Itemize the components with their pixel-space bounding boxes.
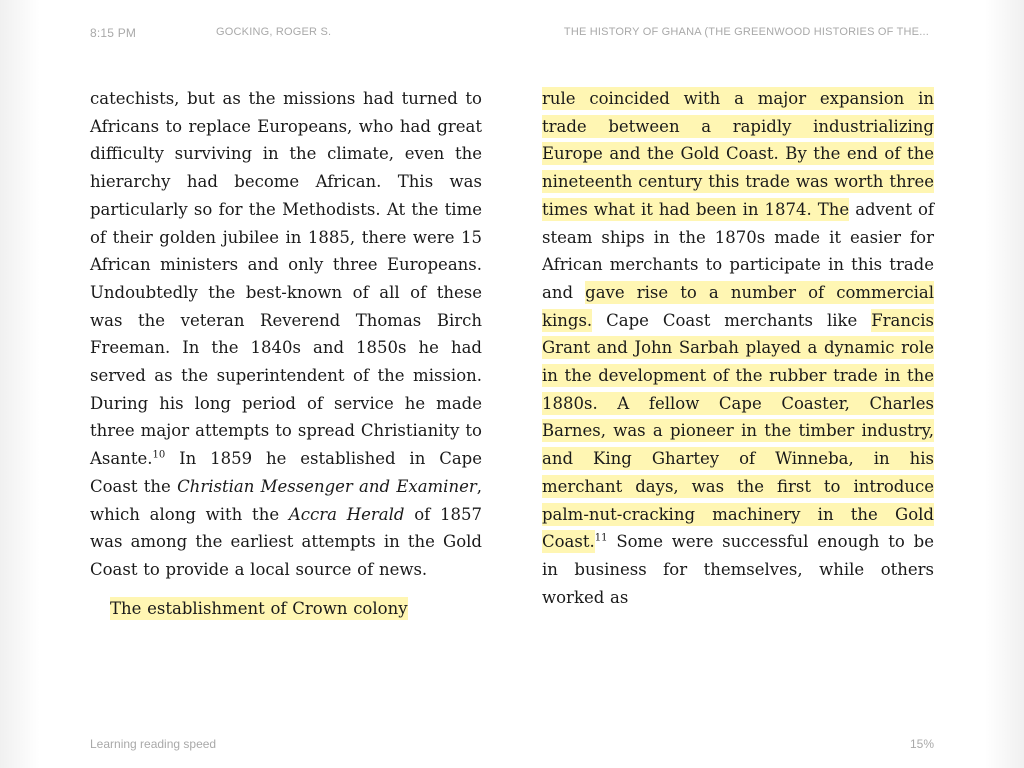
publication-title: Christian Messenger and Examiner xyxy=(177,476,477,496)
reading-progress: 15% xyxy=(909,737,934,751)
book-author: GOCKING, ROGER S. xyxy=(216,26,332,38)
paragraph-text: Some were successful enough to be in business for themselves, while others worked as xyxy=(542,532,934,607)
paragraph xyxy=(90,595,482,623)
paragraph-text: In 1859 he established in Cape Coast the xyxy=(90,449,482,496)
publication-title: Accra Herald xyxy=(288,504,405,524)
reader-footer xyxy=(0,737,1024,753)
paragraph xyxy=(90,85,482,584)
paragraph-text: catechists, but as the missions had turned to Africans to replace Europeans, who had great difficulty surviving in the climate, even the hierarchy had become African. This was particularly so for the Methodists. At the time of their golden jubilee in 1885, there were 15 African ministers and only three Europeans. Undoubtedly the best-known of all of these was the veteran Reverend Thomas Birch Freeman. In the 1840s and 1850s he had served as the superintendent of the mission. During his long period of service he made three major attempts to spread Christianity to Asante. xyxy=(90,89,482,469)
right-page-text[interactable] xyxy=(542,85,934,611)
paragraph xyxy=(542,85,934,611)
highlight[interactable]: gave rise to a number of commercial kings. xyxy=(542,282,934,330)
highlight[interactable]: The establishment of Crown colony xyxy=(110,598,408,618)
book-title: THE HISTORY OF GHANA (THE GREENWOOD HISTORIES OF THE... xyxy=(563,26,929,38)
highlight[interactable]: Francis Grant and John Sarbah played a dynamic role in the development of the rubber trade in the 1880s. A fellow Cape Coaster, Charles Barnes, was a pioneer in the timber industry, and King Ghartey of Winneba, in his merchant days, was the first to introduce palm-nut-cracking machinery in the Gold Coast. xyxy=(542,310,934,552)
footnote-ref-10[interactable]: 10 xyxy=(152,449,166,461)
reader-header xyxy=(0,26,1024,42)
page-edge-shadow-left xyxy=(0,0,40,768)
page-edge-shadow-right xyxy=(984,0,1024,768)
paragraph-text: Cape Coast merchants like xyxy=(592,310,872,330)
highlight[interactable]: rule coincided with a major expansion in trade between a rapidly industrializing Europe and the Gold Coast. By the end of the nineteenth century this trade was worth three times what it had been in 1874. The xyxy=(542,89,934,219)
paragraph-text: , which along with the xyxy=(90,476,482,524)
paragraph-text: of 1857 was among the earliest attempts in the Gold Coast to provide a local source of news. xyxy=(90,504,482,579)
footnote-ref-11[interactable]: 11 xyxy=(594,532,608,544)
clock-time: 8:15 PM xyxy=(90,26,137,40)
left-page-text[interactable] xyxy=(90,85,482,622)
reading-speed-status: Learning reading speed xyxy=(90,737,217,751)
paragraph-text: advent of steam ships in the 1870s made it easier for African merchants to participate in this trade and xyxy=(542,199,934,302)
